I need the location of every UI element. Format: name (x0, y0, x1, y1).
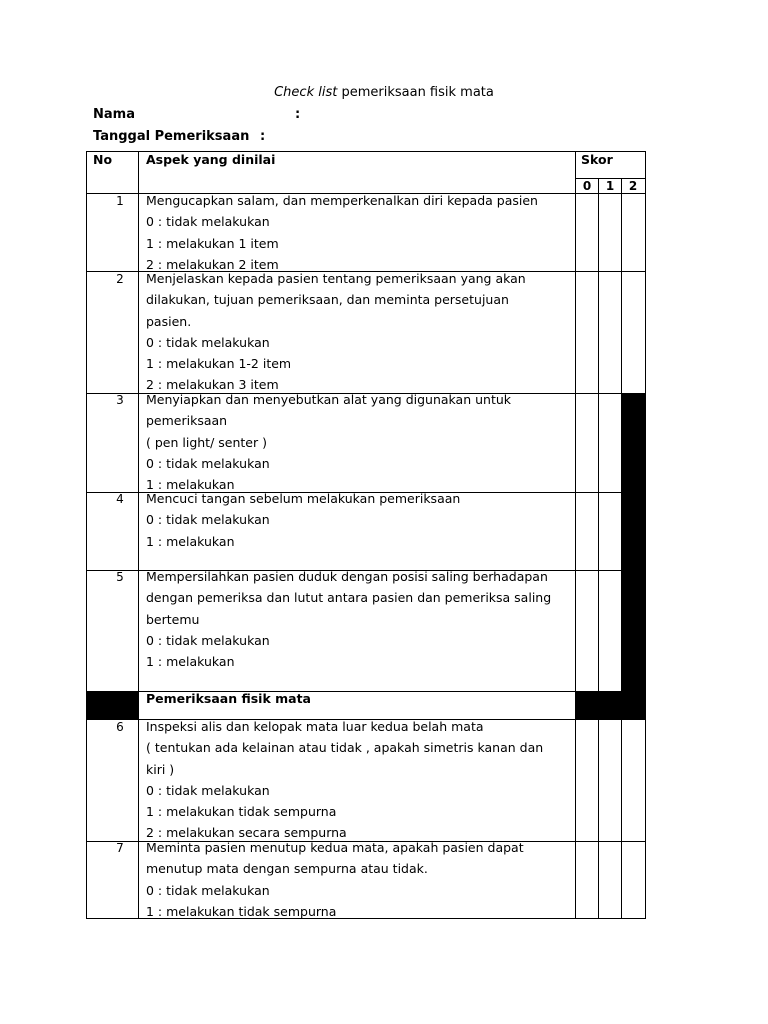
shaded-cell (86, 691, 138, 719)
table-border (575, 151, 576, 919)
col-header-no: No (93, 152, 113, 167)
shaded-cell (576, 691, 646, 719)
row-number: 3 (116, 393, 124, 407)
col-header-aspek: Aspek yang dinilai (146, 152, 276, 167)
table-border (621, 178, 622, 919)
tanggal-row (93, 129, 266, 144)
skor-2: 2 (628, 179, 638, 193)
table-border (86, 151, 87, 919)
nama-label: Nama (93, 107, 135, 122)
col-header-skor: Skor (581, 152, 613, 167)
title-rest: pemeriksaan fisik mata (337, 85, 494, 100)
tanggal-label: Tanggal Pemeriksaan (93, 129, 250, 144)
title-italic: Check list (274, 85, 338, 100)
nama-row (93, 107, 301, 122)
table-border (138, 151, 139, 919)
row-number: 4 (116, 492, 124, 506)
skor-1: 1 (605, 179, 615, 193)
criterion-text: Menyiapkan dan menyebutkan alat yang digunakan untuk pemeriksaan ( pen light/ senter ) 0 : tidak melakukan 1 : melakukan (146, 392, 512, 493)
row-number: 1 (116, 194, 124, 208)
row-number: 6 (116, 720, 124, 734)
criterion-text: Mencuci tangan sebelum melakukan pemeriksaan 0 : tidak melakukan 1 : melakukan (146, 491, 461, 549)
shaded-cell (622, 393, 645, 719)
checklist-table (86, 151, 646, 919)
criterion-text: Menjelaskan kepada pasien tentang pemeriksaan yang akan dilakukan, tujuan pemeriksaan, dan meminta persetujuan pasien. 0 : tidak melakukan 1 : melakukan 1-2 item 2 : melakukan 3 item (146, 271, 526, 393)
nama-colon: : (295, 107, 301, 122)
document-title (0, 85, 768, 100)
criterion-text: Inspeksi alis dan kelopak mata luar kedua belah mata ( tentukan ada kelainan atau tidak , apakah simetris kanan dan kiri ) 0 : tidak melakukan 1 : melakukan tidak sempurna 2 : melakukan secara sempurna (146, 719, 544, 841)
criterion-text: Meminta pasien menutup kedua mata, apakah pasien dapat menutup mata dengan sempurna atau tidak. 0 : tidak melakukan 1 : melakukan tidak sempurna (146, 840, 524, 919)
criterion-text: Mempersilahkan pasien duduk dengan posisi saling berhadapan dengan pemeriksa dan lutut antara pasien dan pemeriksa saling bertemu 0 : tidak melakukan 1 : melakukan (146, 569, 552, 670)
row-number: 7 (116, 841, 124, 855)
section-title: Pemeriksaan fisik mata (146, 691, 311, 706)
table-border (645, 151, 646, 919)
tanggal-colon: : (260, 129, 266, 144)
criterion-text: Mengucapkan salam, dan memperkenalkan diri kepada pasien 0 : tidak melakukan 1 : melakukan 1 item 2 : melakukan 2 item (146, 193, 538, 272)
table-border (598, 178, 599, 919)
row-number: 5 (116, 570, 124, 584)
row-number: 2 (116, 272, 124, 286)
skor-0: 0 (582, 179, 592, 193)
